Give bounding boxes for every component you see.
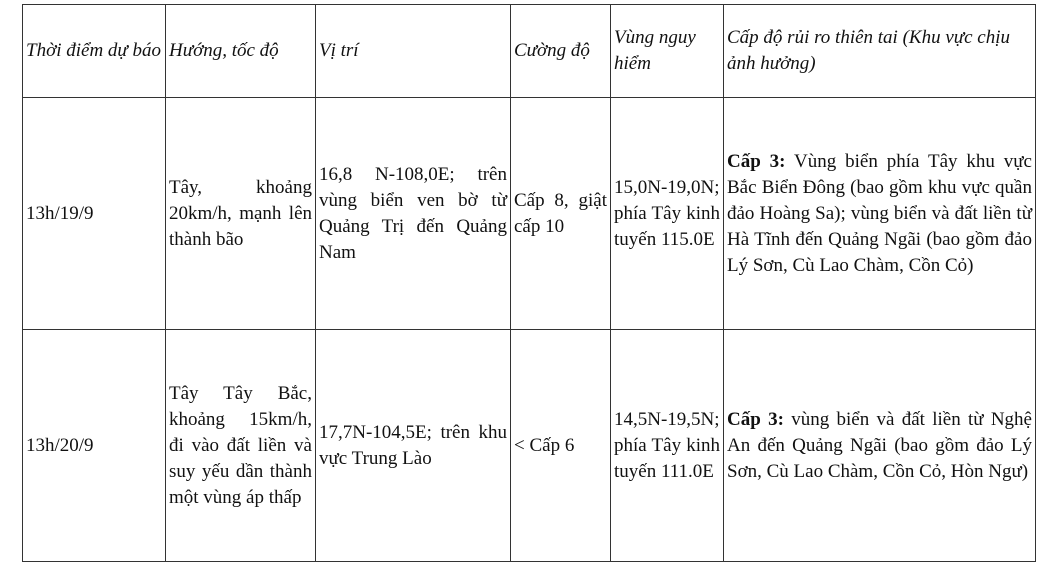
header-danger-zone: Vùng nguy hiểm: [611, 5, 724, 98]
cell-danger-zone: 15,0N-19,0N; phía Tây kinh tuyến 115.0E: [611, 98, 724, 330]
risk-text: vùng biển và đất liền từ Nghệ An đến Quảng Ngãi (bao gồm đảo Lý Sơn, Cù Lao Chàm, Cồn Cỏ, Hòn Ngư): [727, 408, 1032, 482]
header-time: Thời điểm dự báo: [23, 5, 166, 98]
cell-position: 17,7N-104,5E; trên khu vực Trung Lào: [316, 330, 511, 562]
cell-risk: [724, 330, 1036, 562]
header-position: Vị trí: [316, 5, 511, 98]
table-row: [23, 98, 1036, 330]
cell-danger-zone: 14,5N-19,5N; phía Tây kinh tuyến 111.0E: [611, 330, 724, 562]
cell-direction: Tây, khoảng 20km/h, mạnh lên thành bão: [166, 98, 316, 330]
risk-level: Cấp 3:: [727, 408, 784, 430]
cell-time: 13h/19/9: [23, 98, 166, 330]
header-row: [23, 5, 1036, 98]
cell-intensity: < Cấp 6: [511, 330, 611, 562]
header-risk: Cấp độ rủi ro thiên tai (Khu vực chịu ảnh hưởng): [724, 5, 1036, 98]
header-direction: Hướng, tốc độ: [166, 5, 316, 98]
risk-text: Vùng biển phía Tây khu vực Bắc Biển Đông (bao gồm khu vực quần đảo Hoàng Sa); vùng biển và đất liền từ Hà Tĩnh đến Quảng Ngãi (bao gồm đảo Lý Sơn, Cù Lao Chàm, Cồn Cỏ): [727, 150, 1032, 276]
table-row: [23, 330, 1036, 562]
cell-risk: [724, 98, 1036, 330]
header-intensity: Cường độ: [511, 5, 611, 98]
forecast-table: [22, 4, 1036, 562]
cell-intensity: Cấp 8, giật cấp 10: [511, 98, 611, 330]
cell-position: 16,8 N-108,0E; trên vùng biển ven bờ từ Quảng Trị đến Quảng Nam: [316, 98, 511, 330]
cell-time: 13h/20/9: [23, 330, 166, 562]
risk-level: Cấp 3:: [727, 150, 786, 172]
cell-direction: Tây Tây Bắc, khoảng 15km/h, đi vào đất liền và suy yếu dần thành một vùng áp thấp: [166, 330, 316, 562]
